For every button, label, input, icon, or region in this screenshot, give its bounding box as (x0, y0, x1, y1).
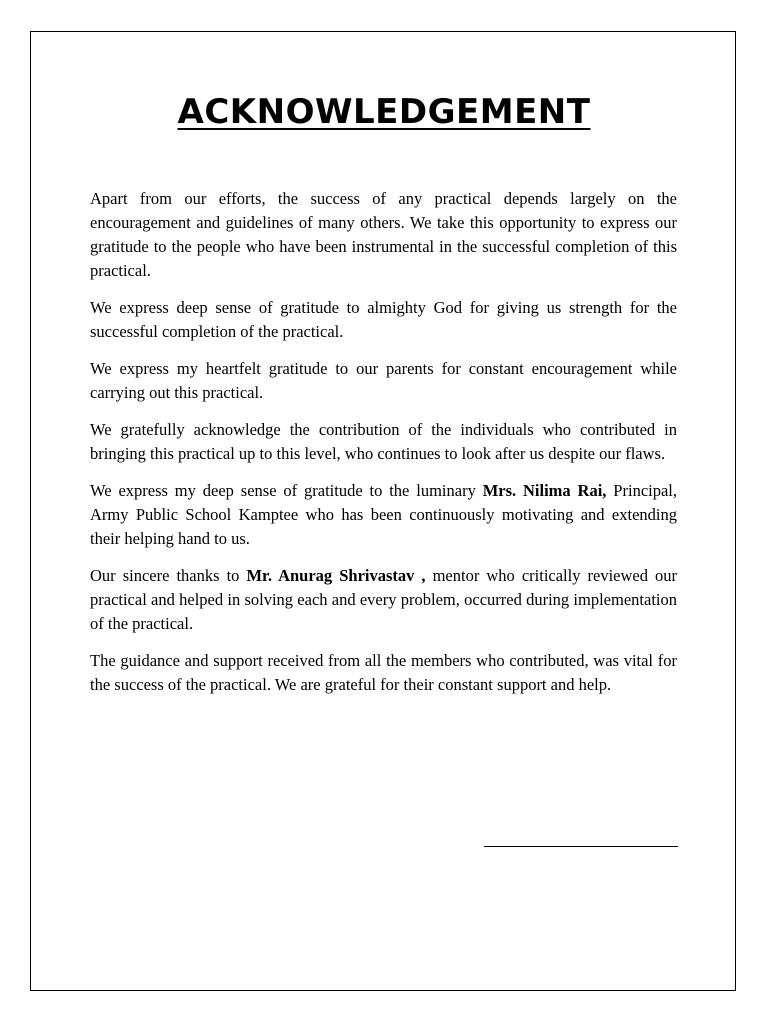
paragraph-parents: We express my heartfelt gratitude to our parents for constant encouragement while carrying out this practical. (90, 359, 677, 402)
signature-line (484, 846, 678, 847)
paragraph-god: We express deep sense of gratitude to almighty God for giving us strength for the successful completion of the practical. (90, 298, 677, 341)
paragraph-mentor-before: Our sincere thanks to (90, 566, 247, 585)
paragraph-principal-after: Principal, Army Public School Kamptee who has been continuously motivating and extending their helping hand to us. (90, 481, 678, 548)
paragraph-individuals: We gratefully acknowledge the contribution of the individuals who contributed in bringing this practical up to this level, who continues to look after us despite our flaws. (90, 420, 677, 463)
paragraph-mentor-after: mentor who critically reviewed our practical and helped in solving each and every problem, occurred during implementation of the practical. (90, 566, 677, 633)
paragraph-principal-before: We express my deep sense of gratitude to the luminary (90, 481, 483, 500)
document-body (90, 187, 677, 710)
mentor-name: Mr. Anurag Shrivastav , (246, 566, 426, 585)
paragraph-mentor (90, 564, 677, 636)
paragraph-guidance: The guidance and support received from all the members who contributed, was vital for the success of the practical. We are grateful for their constant support and help. (90, 651, 677, 694)
paragraph-principal (90, 479, 677, 551)
principal-name: Mrs. Nilima Rai, (482, 481, 607, 500)
paragraph-efforts: Apart from our efforts, the success of any practical depends largely on the encouragement and guidelines of many others. We take this opportunity to express our gratitude to the people who have been instrumental in the successful completion of this practical. (90, 189, 677, 280)
page-title: ACKNOWLEDGEMENT (177, 92, 591, 132)
